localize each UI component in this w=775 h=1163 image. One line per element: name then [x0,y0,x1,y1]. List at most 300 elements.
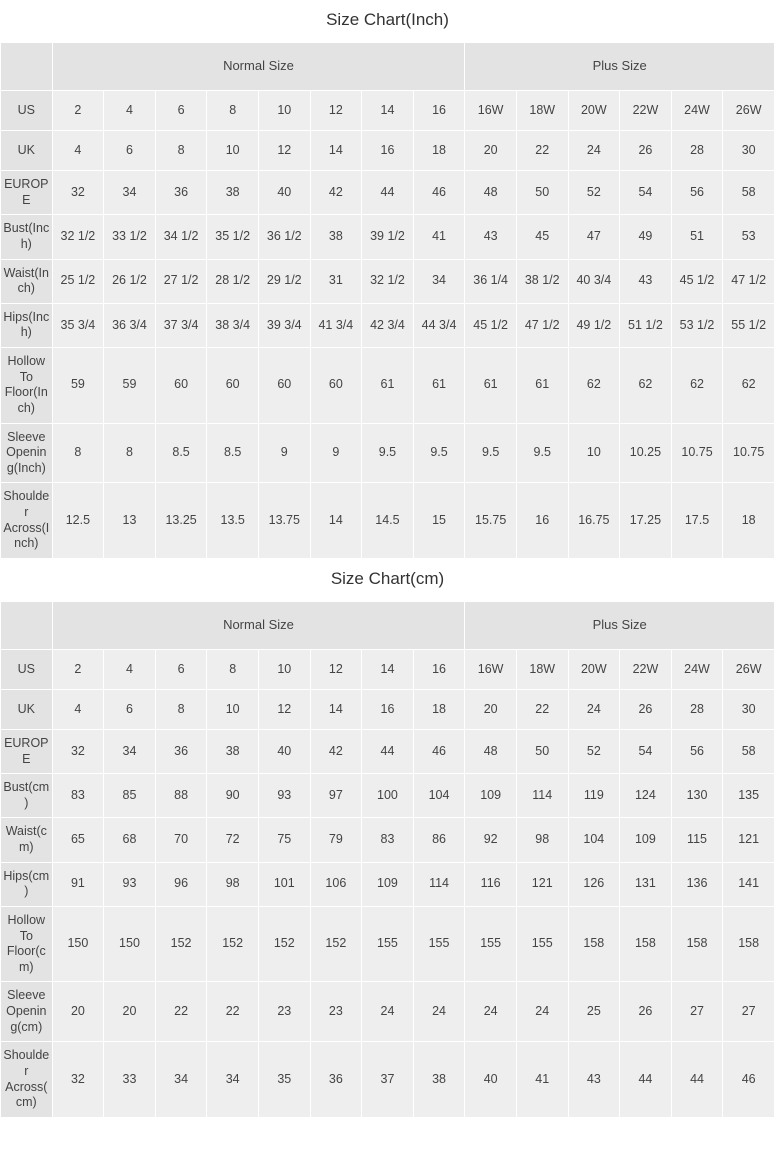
cell: 115 [671,818,723,862]
cell: 4 [104,649,156,689]
cell: 158 [620,906,672,982]
cell: 20 [52,982,104,1042]
cell: 46 [413,171,465,215]
cell: 40 [258,171,310,215]
cell: 54 [620,729,672,773]
cell: 35 3/4 [52,303,104,347]
cell: 40 [258,729,310,773]
cell: 8.5 [155,423,207,483]
cell: 41 3/4 [310,303,362,347]
cell: 14 [310,689,362,729]
cell: 10 [258,91,310,131]
cell: 130 [671,774,723,818]
cell: 100 [362,774,414,818]
cell: 158 [568,906,620,982]
cell: 29 1/2 [258,259,310,303]
cell: 126 [568,862,620,906]
cell: 18 [723,483,775,559]
cell: 152 [155,906,207,982]
cell: 24 [413,982,465,1042]
cell: 9.5 [362,423,414,483]
cell: 18 [413,131,465,171]
cell: 56 [671,171,723,215]
row-label-uk: UK [1,131,53,171]
cell: 150 [104,906,156,982]
cell: 36 1/4 [465,259,517,303]
cell: 85 [104,774,156,818]
table-group-header-row [1,601,775,649]
cell: 43 [465,215,517,259]
cell: 46 [413,729,465,773]
cell: 60 [155,348,207,424]
group-header-normal-size: Normal Size [52,43,465,91]
cell: 8 [52,423,104,483]
cell: 49 [620,215,672,259]
cell: 34 [207,1042,259,1118]
cell: 24W [671,649,723,689]
cell: 35 [258,1042,310,1118]
cell: 158 [671,906,723,982]
cell: 135 [723,774,775,818]
cell: 51 1/2 [620,303,672,347]
cell: 114 [413,862,465,906]
cell: 23 [258,982,310,1042]
table-row [1,259,775,303]
cell: 10.25 [620,423,672,483]
cell: 36 [310,1042,362,1118]
cell: 61 [413,348,465,424]
cell: 12 [258,689,310,729]
cell: 98 [516,818,568,862]
row-label-us: US [1,91,53,131]
cell: 16 [362,131,414,171]
cell: 34 [413,259,465,303]
row-label-bust-inch: Bust(Inch) [1,215,53,259]
cell: 62 [620,348,672,424]
cell: 50 [516,171,568,215]
cell: 14 [362,649,414,689]
cell: 25 1/2 [52,259,104,303]
cell: 41 [413,215,465,259]
cell: 62 [568,348,620,424]
cell: 44 [362,171,414,215]
cell: 22 [207,982,259,1042]
cell: 62 [671,348,723,424]
cell: 93 [104,862,156,906]
cell: 38 [207,171,259,215]
row-label-hollow-to-floor-inch: Hollow To Floor(Inch) [1,348,53,424]
row-label-europe: EUROPE [1,171,53,215]
cell: 49 1/2 [568,303,620,347]
cell: 44 [620,1042,672,1118]
cell: 83 [52,774,104,818]
cell: 28 [671,689,723,729]
cell: 114 [516,774,568,818]
cell: 136 [671,862,723,906]
cell: 48 [465,729,517,773]
cell: 36 1/2 [258,215,310,259]
cell: 33 1/2 [104,215,156,259]
cell: 26W [723,91,775,131]
table-corner-cell [1,601,53,649]
cell: 24 [568,131,620,171]
cell: 131 [620,862,672,906]
cell: 50 [516,729,568,773]
cell: 34 [104,729,156,773]
cell: 88 [155,774,207,818]
cell: 121 [723,818,775,862]
cell: 97 [310,774,362,818]
row-label-europe: EUROPE [1,729,53,773]
cell: 26 [620,131,672,171]
cell: 104 [413,774,465,818]
cell: 4 [52,689,104,729]
table-row [1,215,775,259]
cell: 34 [155,1042,207,1118]
cell: 20W [568,649,620,689]
cell: 17.5 [671,483,723,559]
cell: 10 [207,689,259,729]
cell: 42 [310,171,362,215]
cell: 14 [310,483,362,559]
cell: 32 [52,729,104,773]
cell: 92 [465,818,517,862]
row-label-waist-cm: Waist(cm) [1,818,53,862]
cell: 101 [258,862,310,906]
cell: 20 [104,982,156,1042]
cell: 27 [671,982,723,1042]
cell: 2 [52,649,104,689]
cell: 116 [465,862,517,906]
cell: 27 1/2 [155,259,207,303]
cell: 9 [310,423,362,483]
cell: 38 [413,1042,465,1118]
table-row [1,818,775,862]
cell: 32 1/2 [52,215,104,259]
cell: 68 [104,818,156,862]
cell: 38 1/2 [516,259,568,303]
cell: 26 1/2 [104,259,156,303]
group-header-plus-size: Plus Size [465,601,775,649]
cell: 42 [310,729,362,773]
cell: 109 [620,818,672,862]
cell: 62 [723,348,775,424]
cell: 26W [723,649,775,689]
cell: 4 [104,91,156,131]
cell: 13.25 [155,483,207,559]
cell: 32 [52,171,104,215]
cell: 52 [568,729,620,773]
cell: 60 [258,348,310,424]
cell: 12 [310,649,362,689]
cell: 93 [258,774,310,818]
cell: 12 [310,91,362,131]
cell: 13.5 [207,483,259,559]
cell: 25 [568,982,620,1042]
cell: 48 [465,171,517,215]
cell: 24 [465,982,517,1042]
cell: 52 [568,171,620,215]
table-row [1,906,775,982]
row-label-sleeve-opening-cm: Sleeve Opening(cm) [1,982,53,1042]
cell: 20W [568,91,620,131]
cell: 72 [207,818,259,862]
cell: 30 [723,131,775,171]
cell: 106 [310,862,362,906]
cell: 40 3/4 [568,259,620,303]
cell: 22W [620,649,672,689]
cell: 104 [568,818,620,862]
cell: 61 [465,348,517,424]
cell: 10 [568,423,620,483]
cell: 16.75 [568,483,620,559]
cell: 37 3/4 [155,303,207,347]
cell: 59 [52,348,104,424]
row-label-shoulder-across-cm: Shoulder Across(cm) [1,1042,53,1118]
table-row [1,348,775,424]
group-header-plus-size: Plus Size [465,43,775,91]
cell: 2 [52,91,104,131]
size-chart-inch-title: Size Chart(Inch) [0,0,775,42]
cell: 53 [723,215,775,259]
cell: 38 [310,215,362,259]
cell: 36 [155,171,207,215]
cell: 16 [362,689,414,729]
cell: 34 1/2 [155,215,207,259]
cell: 124 [620,774,672,818]
cell: 109 [465,774,517,818]
cell: 6 [104,689,156,729]
cell: 46 [723,1042,775,1118]
cell: 47 1/2 [723,259,775,303]
cell: 10 [207,131,259,171]
table-row [1,131,775,171]
row-label-hips-cm: Hips(cm) [1,862,53,906]
cell: 86 [413,818,465,862]
group-header-normal-size: Normal Size [52,601,465,649]
cell: 109 [362,862,414,906]
cell: 43 [568,1042,620,1118]
cell: 8 [155,689,207,729]
size-chart-inch-section [0,0,775,559]
cell: 45 1/2 [465,303,517,347]
cell: 26 [620,982,672,1042]
cell: 6 [104,131,156,171]
cell: 55 1/2 [723,303,775,347]
size-chart-cm-table [0,601,775,1118]
cell: 152 [207,906,259,982]
cell: 158 [723,906,775,982]
cell: 18W [516,91,568,131]
cell: 155 [516,906,568,982]
cell: 155 [465,906,517,982]
cell: 24 [568,689,620,729]
cell: 22 [516,689,568,729]
cell: 61 [362,348,414,424]
table-row [1,303,775,347]
cell: 60 [310,348,362,424]
cell: 10 [258,649,310,689]
table-corner-cell [1,43,53,91]
cell: 44 3/4 [413,303,465,347]
cell: 43 [620,259,672,303]
cell: 13.75 [258,483,310,559]
cell: 13 [104,483,156,559]
table-row [1,649,775,689]
cell: 54 [620,171,672,215]
cell: 31 [310,259,362,303]
size-chart-inch-table [0,42,775,559]
cell: 152 [310,906,362,982]
cell: 32 1/2 [362,259,414,303]
cell: 10.75 [723,423,775,483]
cell: 16 [413,91,465,131]
cell: 47 [568,215,620,259]
cell: 4 [52,131,104,171]
cell: 12.5 [52,483,104,559]
cell: 44 [671,1042,723,1118]
table-row [1,91,775,131]
cell: 27 [723,982,775,1042]
cell: 9 [258,423,310,483]
row-label-uk: UK [1,689,53,729]
table-row [1,862,775,906]
cell: 8 [155,131,207,171]
cell: 53 1/2 [671,303,723,347]
cell: 32 [52,1042,104,1118]
cell: 51 [671,215,723,259]
cell: 16 [413,649,465,689]
cell: 70 [155,818,207,862]
cell: 16 [516,483,568,559]
cell: 34 [104,171,156,215]
table-row [1,171,775,215]
cell: 9.5 [516,423,568,483]
cell: 37 [362,1042,414,1118]
cell: 17.25 [620,483,672,559]
table-row [1,729,775,773]
cell: 44 [362,729,414,773]
cell: 75 [258,818,310,862]
cell: 61 [516,348,568,424]
table-row [1,423,775,483]
cell: 42 3/4 [362,303,414,347]
cell: 41 [516,1042,568,1118]
table-row [1,982,775,1042]
cell: 9.5 [413,423,465,483]
cell: 16W [465,649,517,689]
row-label-hips-inch: Hips(Inch) [1,303,53,347]
size-chart-cm-title: Size Chart(cm) [0,559,775,601]
cell: 39 1/2 [362,215,414,259]
cell: 8 [207,91,259,131]
cell: 16W [465,91,517,131]
table-row [1,689,775,729]
row-label-bust-cm: Bust(cm) [1,774,53,818]
cell: 39 3/4 [258,303,310,347]
cell: 155 [362,906,414,982]
cell: 98 [207,862,259,906]
cell: 15.75 [465,483,517,559]
cell: 8.5 [207,423,259,483]
cell: 90 [207,774,259,818]
cell: 18 [413,689,465,729]
cell: 24 [362,982,414,1042]
cell: 45 [516,215,568,259]
cell: 28 [671,131,723,171]
cell: 26 [620,689,672,729]
cell: 28 1/2 [207,259,259,303]
cell: 40 [465,1042,517,1118]
cell: 14 [310,131,362,171]
cell: 96 [155,862,207,906]
cell: 60 [207,348,259,424]
cell: 38 [207,729,259,773]
cell: 121 [516,862,568,906]
cell: 20 [465,689,517,729]
cell: 141 [723,862,775,906]
cell: 119 [568,774,620,818]
cell: 152 [258,906,310,982]
cell: 155 [413,906,465,982]
table-row [1,1042,775,1118]
cell: 36 [155,729,207,773]
cell: 33 [104,1042,156,1118]
cell: 24 [516,982,568,1042]
row-label-us: US [1,649,53,689]
cell: 20 [465,131,517,171]
cell: 30 [723,689,775,729]
cell: 91 [52,862,104,906]
row-label-shoulder-across-inch: Shoulder Across(Inch) [1,483,53,559]
cell: 47 1/2 [516,303,568,347]
cell: 10.75 [671,423,723,483]
cell: 14.5 [362,483,414,559]
cell: 23 [310,982,362,1042]
row-label-hollow-to-floor-cm: Hollow To Floor(cm) [1,906,53,982]
cell: 22W [620,91,672,131]
cell: 83 [362,818,414,862]
cell: 58 [723,729,775,773]
row-label-sleeve-opening-inch: Sleeve Opening(Inch) [1,423,53,483]
cell: 6 [155,91,207,131]
cell: 35 1/2 [207,215,259,259]
table-row [1,483,775,559]
cell: 12 [258,131,310,171]
cell: 56 [671,729,723,773]
cell: 8 [104,423,156,483]
cell: 24W [671,91,723,131]
cell: 8 [207,649,259,689]
cell: 18W [516,649,568,689]
cell: 14 [362,91,414,131]
cell: 15 [413,483,465,559]
cell: 150 [52,906,104,982]
table-group-header-row [1,43,775,91]
cell: 79 [310,818,362,862]
cell: 58 [723,171,775,215]
row-label-waist-inch: Waist(Inch) [1,259,53,303]
cell: 65 [52,818,104,862]
table-row [1,774,775,818]
cell: 59 [104,348,156,424]
cell: 22 [516,131,568,171]
cell: 9.5 [465,423,517,483]
cell: 38 3/4 [207,303,259,347]
cell: 22 [155,982,207,1042]
cell: 6 [155,649,207,689]
cell: 36 3/4 [104,303,156,347]
